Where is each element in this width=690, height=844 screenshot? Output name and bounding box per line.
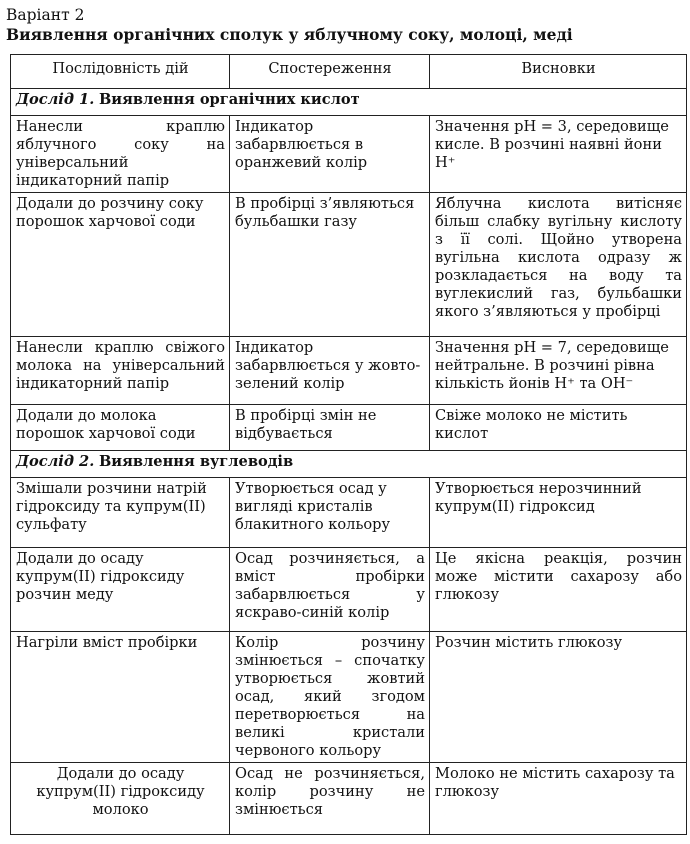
- observation-cell: Осад розчиняється, а вміст пробірки забарвлюється у яскраво-синій колір: [230, 548, 430, 632]
- column-header-conclusions: Висновки: [430, 55, 687, 89]
- conclusion-cell: Значення pH = 3, середовище кисле. В розчині наявні йони H⁺: [430, 116, 687, 193]
- column-header-actions: Послідовність дій: [11, 55, 230, 89]
- observation-cell: Індикатор забарвлюється у жовто-зелений колір: [230, 337, 430, 405]
- conclusion-cell: Це якісна реакція, розчин може містити сахарозу або глюкозу: [430, 548, 687, 632]
- section-heading: [11, 451, 687, 478]
- table-row: [11, 116, 687, 193]
- section-row-experiment-1: [11, 89, 687, 116]
- header-row: [11, 55, 687, 89]
- table-row: [11, 405, 687, 451]
- action-cell: Нагріли вміст пробірки: [11, 632, 230, 763]
- variant-label: Варіант 2: [6, 6, 85, 24]
- table-row: [11, 193, 687, 337]
- table-row: [11, 337, 687, 405]
- action-cell: Нанесли краплю свіжого молока на універсальний індикаторний папір: [11, 337, 230, 405]
- section-title: Виявлення вуглеводів: [98, 453, 294, 470]
- section-heading: [11, 89, 687, 116]
- observation-cell: Утворюється осад у вигляді кристалів блакитного кольору: [230, 478, 430, 548]
- experiments-table: [10, 54, 687, 835]
- section-row-experiment-2: [11, 451, 687, 478]
- table-row: [11, 478, 687, 548]
- table-row: [11, 632, 687, 763]
- action-cell: Нанесли краплю яблучного соку на універсальний індикаторний папір: [11, 116, 230, 193]
- conclusion-cell: Розчин містить глюкозу: [430, 632, 687, 763]
- conclusion-cell: Свіже молоко не містить кислот: [430, 405, 687, 451]
- observation-cell: Індикатор забарвлюється в оранжевий колір: [230, 116, 430, 193]
- conclusion-cell: Молоко не містить сахарозу та глюкозу: [430, 763, 687, 835]
- section-label: Дослід 1.: [16, 91, 95, 108]
- action-cell: Додали до молока порошок харчової соди: [11, 405, 230, 451]
- observation-cell: Колір розчину змінюється – спочатку утворюється жовтий осад, який згодом перетворюється на великі кристали червоного кольору: [230, 632, 430, 763]
- action-cell: Змішали розчини натрій гідроксиду та купрум(ІІ) сульфату: [11, 478, 230, 548]
- column-header-observations: Спостереження: [230, 55, 430, 89]
- conclusion-cell: Яблучна кислота витісняє більш слабку вугільну кислоту з її солі. Щойно утворена вугільна кислота одразу ж розкладається на воду та вуглекислий газ, бульбашки якого з’являються у пробірці: [430, 193, 687, 337]
- section-label: Дослід 2.: [16, 453, 95, 470]
- conclusion-cell: Утворюється нерозчинний купрум(ІІ) гідроксид: [430, 478, 687, 548]
- conclusion-cell: Значення pH = 7, середовище нейтральне. В розчині рівна кількість йонів H⁺ та OH⁻: [430, 337, 687, 405]
- observation-cell: В пробірці з’являються бульбашки газу: [230, 193, 430, 337]
- section-title: Виявлення органічних кислот: [98, 91, 360, 108]
- action-cell: Додали до розчину соку порошок харчової соди: [11, 193, 230, 337]
- observation-cell: В пробірці змін не відбувається: [230, 405, 430, 451]
- table-row: [11, 548, 687, 632]
- action-cell: Додали до осаду купрум(ІІ) гідроксиду молоко: [11, 763, 230, 835]
- page-title: Виявлення органічних сполук у яблучному соку, молоці, меді: [6, 25, 573, 44]
- observation-cell: Осад не розчиняється, колір розчину не змінюється: [230, 763, 430, 835]
- table-row: [11, 763, 687, 835]
- action-cell: Додали до осаду купрум(ІІ) гідроксиду розчин меду: [11, 548, 230, 632]
